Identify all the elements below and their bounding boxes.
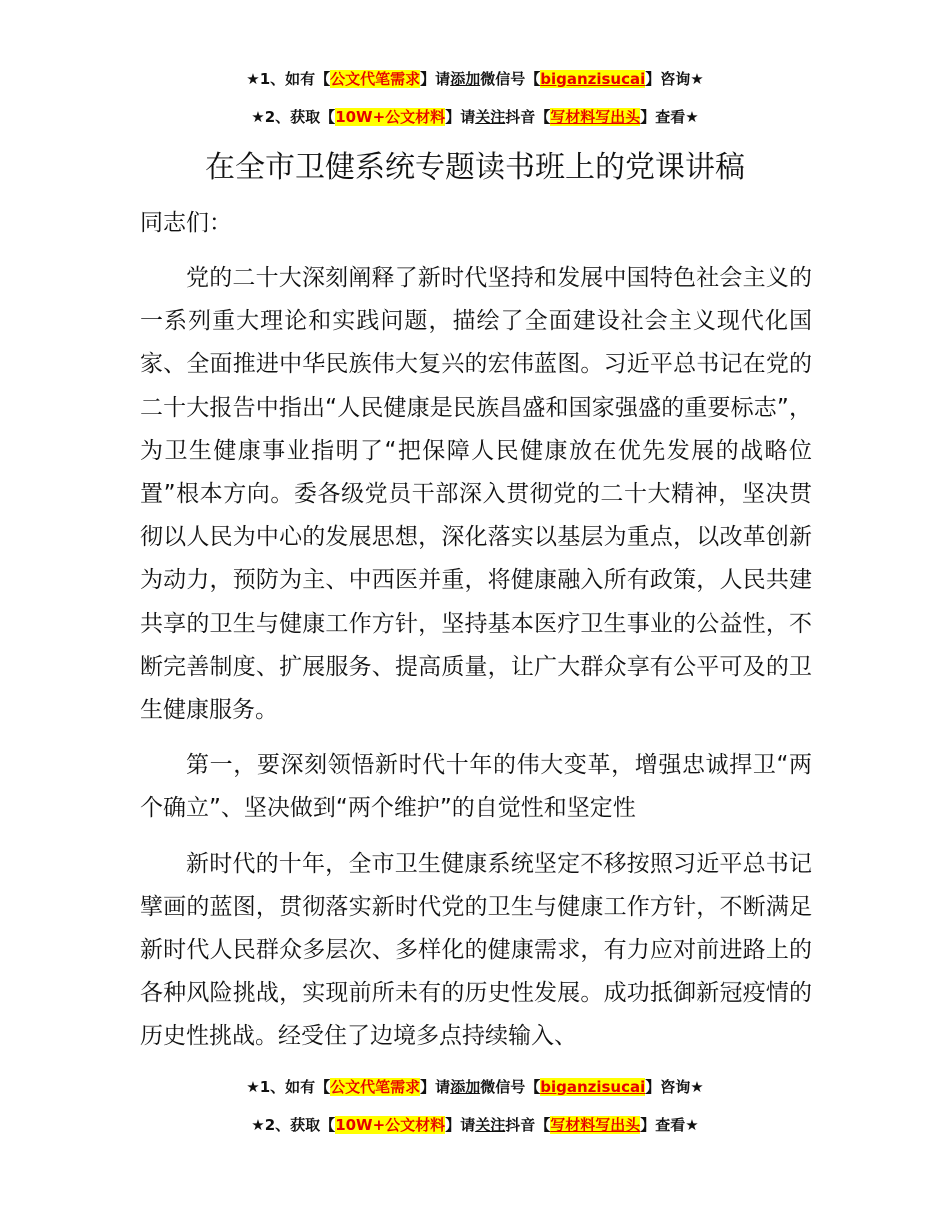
promo-douyin-id[interactable]: 写材料写出头 bbox=[550, 108, 641, 126]
promo-text: 】请 bbox=[420, 70, 451, 88]
document-body bbox=[140, 202, 812, 1071]
promo-text: 】查看★ bbox=[640, 1116, 699, 1134]
promo-highlight: 10W+公文材料 bbox=[335, 108, 446, 126]
promo-underlined: 添加 bbox=[450, 70, 481, 88]
promo-highlight: 10W+公文材料 bbox=[335, 1116, 446, 1134]
promo-underlined: 添加 bbox=[450, 1078, 481, 1096]
promo-line-1-bottom bbox=[0, 1076, 950, 1098]
promo-highlight: 公文代笔需求 bbox=[330, 70, 421, 88]
promo-text: ★2、获取【 bbox=[251, 108, 336, 126]
document-title: 在全市卫健系统专题读书班上的党课讲稿 bbox=[205, 150, 745, 185]
body-paragraph-1: 党的二十大深刻阐释了新时代坚持和发展中国特色社会主义的一系列重大理论和实践问题，描绘了全面建设社会主义现代化国家、全面推进中华民族伟大复兴的宏伟蓝图。习近平总书记在党的二十大报告中指出“人民健康是民族昌盛和国家强盛的重要标志”，为卫生健康事业指明了“把保障人民健康放在优先发展的战略位置”根本方向。委各级党员干部深入贯彻党的二十大精神，坚决贯彻以人民为中心的发展思想，深化落实以基层为重点，以改革创新为动力，预防为主、中西医并重，将健康融入所有政策，人民共建共享的卫生与健康工作方针，坚持基本医疗卫生事业的公益性，不断完善制度、扩展服务、提高质量，让广大群众享有公平可及的卫生健康服务。 bbox=[140, 265, 812, 724]
promo-text: ★1、如有【 bbox=[246, 70, 331, 88]
promo-line-2-bottom bbox=[0, 1114, 950, 1136]
promo-highlight: 公文代笔需求 bbox=[330, 1078, 421, 1096]
promo-text: 】咨询★ bbox=[645, 1078, 704, 1096]
promo-text: 微信号【 bbox=[480, 70, 541, 88]
promo-text: 】请 bbox=[445, 108, 476, 126]
promo-wechat-id[interactable]: biganzisucai bbox=[540, 70, 646, 88]
promo-underlined: 关注 bbox=[475, 108, 506, 126]
promo-text: 】咨询★ bbox=[645, 70, 704, 88]
promo-wechat-id[interactable]: biganzisucai bbox=[540, 1078, 646, 1096]
promo-text: 抖音【 bbox=[505, 1116, 551, 1134]
section-heading-1: 第一，要深刻领悟新时代十年的伟大变革，增强忠诚捍卫“两个确立”、坚决做到“两个维护”的自觉性和坚定性 bbox=[140, 752, 812, 822]
promo-text: ★1、如有【 bbox=[246, 1078, 331, 1096]
promo-text: 】请 bbox=[445, 1116, 476, 1134]
salutation: 同志们： bbox=[140, 210, 232, 236]
promo-underlined: 关注 bbox=[475, 1116, 506, 1134]
body-paragraph-2: 新时代的十年，全市卫生健康系统坚定不移按照习近平总书记擘画的蓝图，贯彻落实新时代党的卫生与健康工作方针，不断满足新时代人民群众多层次、多样化的健康需求，有力应对前进路上的各种风险挑战，实现前所未有的历史性发展。成功抵御新冠疫情的历史性挑战。经受住了边境多点持续输入、 bbox=[140, 850, 812, 1050]
promo-text: ★2、获取【 bbox=[251, 1116, 336, 1134]
promo-line-2-top bbox=[0, 106, 950, 128]
promo-text: 抖音【 bbox=[505, 108, 551, 126]
promo-douyin-id[interactable]: 写材料写出头 bbox=[550, 1116, 641, 1134]
promo-line-1-top bbox=[0, 68, 950, 90]
promo-text: 】请 bbox=[420, 1078, 451, 1096]
promo-text: 微信号【 bbox=[480, 1078, 541, 1096]
promo-text: 】查看★ bbox=[640, 108, 699, 126]
